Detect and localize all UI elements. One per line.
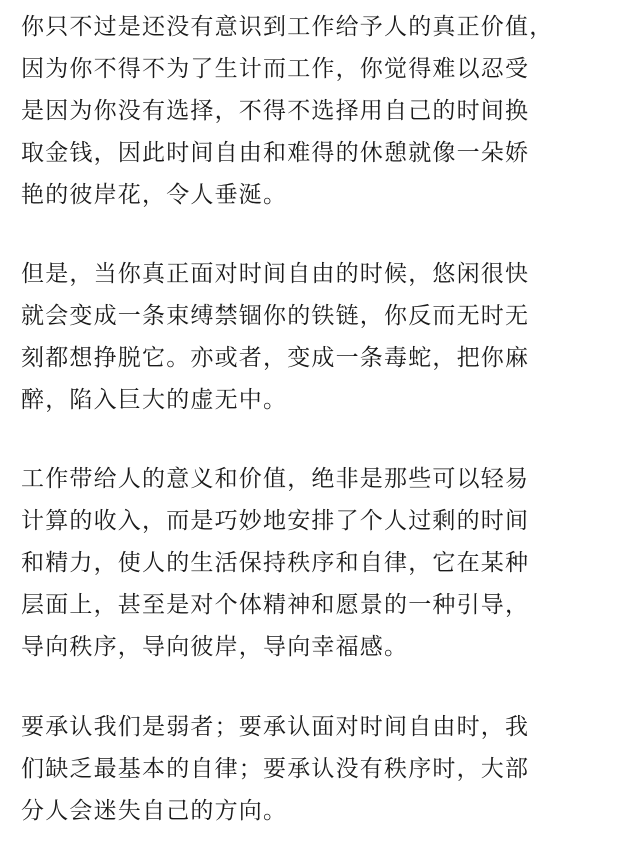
text-line: 计算的收入，而是巧妙地安排了个人过剩的时间	[21, 508, 530, 534]
text-line: 分人会迷失自己的方向。	[21, 798, 288, 824]
text-line: 是因为你没有选择，不得不选择用自己的时间换	[21, 98, 530, 124]
text-line: 层面上，甚至是对个体精神和愿景的一种引导，	[21, 592, 530, 618]
text-line: 因为你不得不为了生计而工作，你觉得难以忍受	[21, 56, 530, 82]
text-line: 们缺乏最基本的自律；要承认没有秩序时，大部	[21, 756, 530, 782]
paragraph-3	[21, 458, 529, 668]
text-line: 取金钱，因此时间自由和难得的休憩就像一朵娇	[21, 140, 530, 166]
paragraph-1	[21, 6, 553, 216]
paragraph-2	[21, 253, 529, 421]
text-line: 你只不过是还没有意识到工作给予人的真正价值，	[21, 14, 554, 40]
paragraph-4	[21, 706, 529, 832]
text-line: 醉，陷入巨大的虚无中。	[21, 387, 288, 413]
text-line: 就会变成一条束缚禁锢你的铁链，你反而无时无	[21, 303, 530, 329]
text-line: 导向秩序，导向彼岸，导向幸福感。	[21, 634, 409, 660]
text-line: 但是，当你真正面对时间自由的时候，悠闲很快	[21, 261, 530, 287]
text-line: 和精力，使人的生活保持秩序和自律，它在某种	[21, 550, 530, 576]
text-line: 艳的彼岸花，令人垂涎。	[21, 182, 288, 208]
text-line: 要承认我们是弱者；要承认面对时间自由时，我	[21, 714, 530, 740]
text-line: 刻都想挣脱它。亦或者，变成一条毒蛇，把你麻	[21, 345, 530, 371]
text-line: 工作带给人的意义和价值，绝非是那些可以轻易	[21, 466, 530, 492]
